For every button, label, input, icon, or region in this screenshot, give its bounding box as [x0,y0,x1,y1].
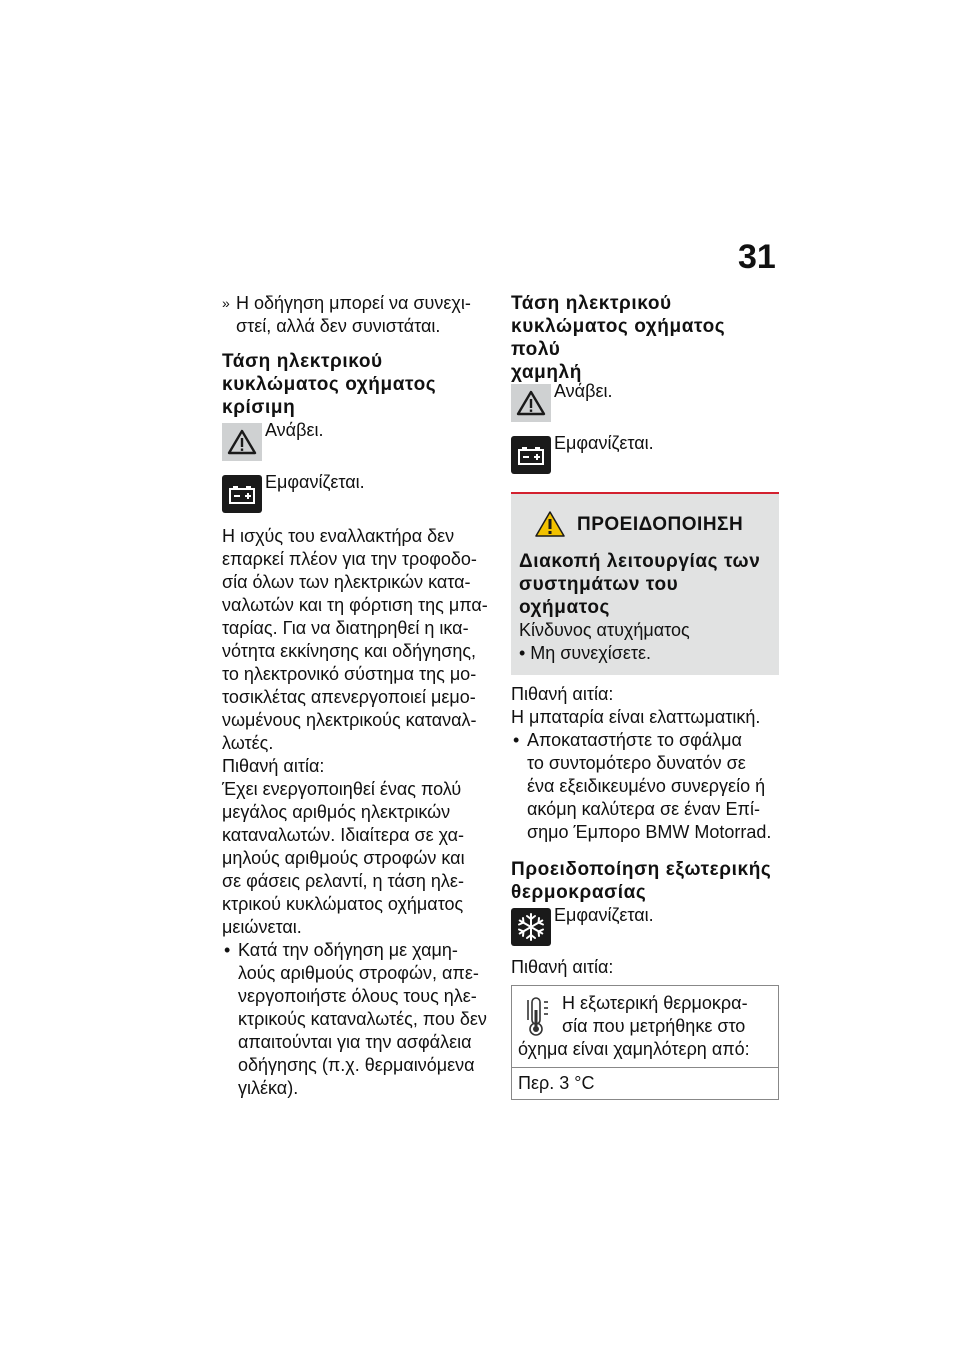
warning-triangle-icon [535,510,565,538]
cause-label: Πιθανή αιτία: [511,684,614,704]
action-bullet: • Αποκαταστήστε το σφάλμα το συντομότερο δυνατόν σε ένα εξειδικευμένο συνεργείο ή ακόμη καλύτερα σε έναν Επί- σημο Έμπορο BMW Motorrad. [513,730,772,842]
continuation-line: Η οδήγηση μπορεί να συνεχι- [236,293,471,313]
battery-symbol-row [511,433,779,474]
snowflake-icon [511,908,551,946]
appears-text: Εμφανίζεται. [265,472,365,492]
battery-icon [222,475,262,513]
cause-label: Πιθανή αιτία: [222,756,325,776]
description-paragraph: Η ισχύς του εναλλακτήρα δεν επαρκεί πλέον για την τροφοδο- σία όλων των ηλεκτρικών κατα- ναλωτών και τη φόρτιση της μπα- ταρίας. Για να διατηρηθεί η ικα- νότητα εκκίνησης και οδήγησης, το ηλεκτρονικό σύστημα της μο- τοσικλέτας απενεργοποιεί μεμο- νωμένους ηλεκτρικούς καταναλ- λωτές. [222,526,488,753]
general-warning-light-icon [511,384,551,422]
action-bullet: • Κατά την οδήγηση με χαμη- λούς αριθμούς στροφών, απε- νεργοποιήστε όλους τους ηλε- κτρικούς καταναλωτές, που δεν απαιτούνται για την ασφάλεια οδήγησης (π.χ. θερμαινόμενα γιλέκα). [224,940,487,1098]
table-row: Η εξωτερική θερμοκρα- σία που μετρήθηκε στο όχημα είναι χαμηλότερη από: [512,986,778,1068]
warning-label: ΠΡΟΕΙΔΟΠΟΙΗΣΗ [577,513,744,535]
continuation-line: στεί, αλλά δεν συνιστάται. [236,316,441,336]
cause-label: Πιθανή αιτία: [511,957,614,977]
section-heading-low-voltage: Τάση ηλεκτρικού κυκλώματος οχήματος πολύ χαμηλή [511,293,726,383]
bullet-dot: • [513,730,520,750]
lights-text: Ανάβει. [554,381,613,401]
warning-header [519,510,771,538]
continuation-mark: » [222,295,230,311]
continuation-note [222,292,490,338]
general-warning-light-icon [222,423,262,461]
right-column [511,292,779,1100]
warning-action: • Μη συνεχίσετε. [519,643,652,663]
table-row: Περ. 3 °C [518,1073,595,1093]
warning-box [511,492,779,675]
warning-title: Διακοπή λειτουργίας των συστημάτων του οχήματος [519,551,761,618]
left-column [222,292,490,1100]
warning-light-row [222,420,490,461]
bullet-dot: • [224,940,231,960]
battery-icon [511,436,551,474]
cause-paragraph: Έχει ενεργοποιηθεί ένας πολύ μεγάλος αριθμός ηλεκτρικών καταναλωτών. Ιδιαίτερα σε χα- μηλούς αριθμούς στροφών και σε φάσεις ρελαντί, η τάση ηλε- κτρικού κυκλώματος οχήματος μειώνεται. [222,779,465,937]
warning-risk: Κίνδυνος ατυχήματος [519,620,690,640]
appears-text: Εμφανίζεται. [554,433,654,453]
battery-symbol-row [222,472,490,513]
appears-text: Εμφανίζεται. [554,905,654,925]
warning-light-row [511,381,779,422]
page-number: 31 [738,238,776,276]
cause-text: Η μπαταρία είναι ελαττωματική. [511,707,761,727]
section-heading-critical-voltage: Τάση ηλεκτρικού κυκλώματος οχήματος κρίσιμη [222,351,437,418]
temperature-table [511,985,779,1100]
lights-text: Ανάβει. [265,420,324,440]
section-heading-ambient-temperature: Προειδοποίηση εξωτερικής θερμοκρασίας [511,859,772,903]
thermometer-icon [518,992,556,1038]
frost-symbol-row [511,905,779,946]
